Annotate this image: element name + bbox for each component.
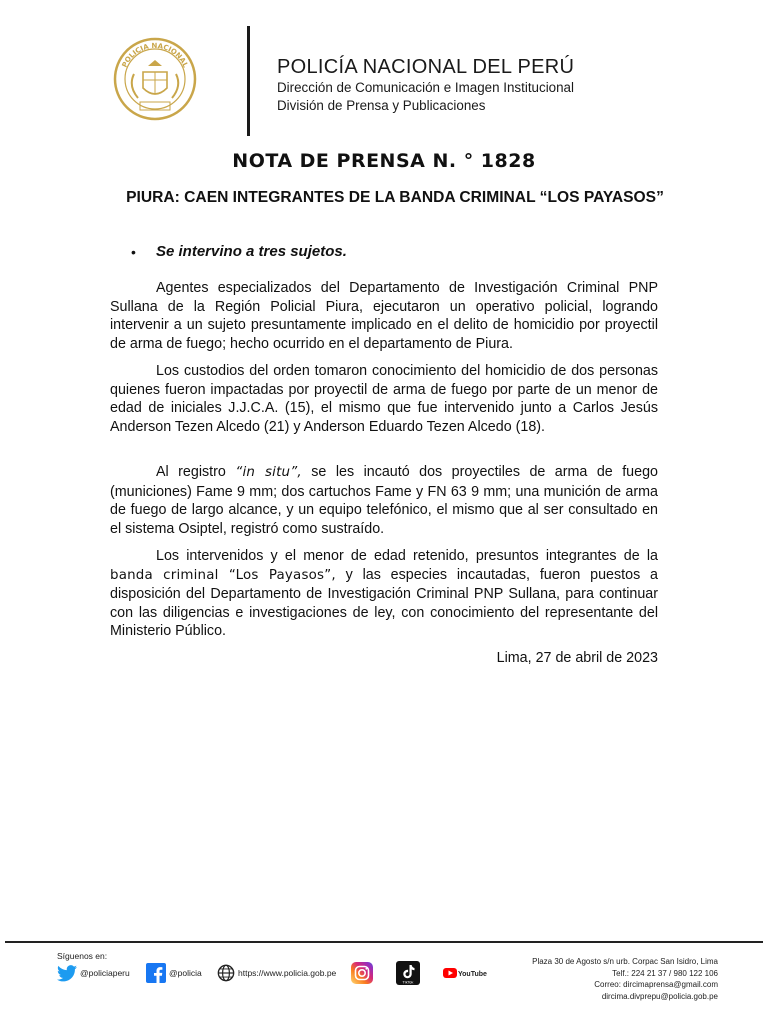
organization-name: POLICÍA NACIONAL DEL PERÚ <box>277 56 575 78</box>
facebook-icon <box>146 963 166 983</box>
direction-name: Dirección de Comunicación e Imagen Institucional <box>277 80 574 95</box>
bullet-icon: • <box>131 244 136 260</box>
paragraph-1: Agentes especializados del Departamento de Investigación Criminal PNP Sullana de la Región Policial Piura, ejecutaron un operativo policial, logrando intervenir a un sujeto presuntamente implicado en el delito de homicidio por proyectil de arma de fuego; hecho ocurrido en el departamento de Piura. <box>110 280 658 352</box>
email[interactable]: Correo: dircimaprensa@gmail.com <box>594 980 718 990</box>
paragraph-4: Los intervenidos y el menor de edad retenido, presuntos integrantes de la banda criminal “Los Payasos”, y las especies incautadas, fueron puestos a disposición del Departamento de Investigación Criminal PNP Sullana, para continuar con las diligencias e investigaciones de ley, con conocimiento del representante del Ministerio Público. <box>110 548 658 639</box>
division-name: División de Prensa y Publicaciones <box>277 98 486 113</box>
paragraph-2: Los custodios del orden tomaron conocimiento del homicidio de dos personas quienes fueron impactadas por proyectil de arma de fuego por parte de un menor de edad de iniciales J.J.C.A. (15), el mismo que fue intervenido junto a Carlos Jesús Anderson Tezen Alcedo (21) y Anderson Eduardo Tezen Alcedo (18). <box>110 363 658 435</box>
svg-text:TikTok: TikTok <box>402 980 414 985</box>
tiktok-link[interactable] <box>396 960 423 986</box>
twitter-bird-icon <box>57 965 77 982</box>
phone: Telf.: 224 21 37 / 980 122 106 <box>612 968 718 978</box>
header-divider <box>247 26 250 136</box>
globe-icon <box>217 964 235 982</box>
footer-divider <box>5 941 763 943</box>
instagram-icon <box>351 962 373 984</box>
address: Plaza 30 de Agosto s/n urb. Corpac San Isidro, Lima <box>532 957 718 966</box>
follow-label: Síguenos en: <box>57 951 108 961</box>
contact-info <box>458 956 718 1002</box>
press-release-number: NOTA DE PRENSA N. ° 1828 <box>232 150 536 172</box>
in-situ-phrase: “in situ”, <box>235 465 302 480</box>
paragraph-3: Al registro “in situ”, se les incautó dos proyectiles de arma de fuego (municiones) Fame 9 mm; dos cartuchos Fame y FN 63 9 mm; una munición de arma de fuego de largo alcance, y un equipo telefónico, el mismo que al ser consultado en el sistema Osiptel, registró como sustraído. <box>110 464 658 537</box>
email-secondary[interactable]: dircima.divprepu@policia.gob.pe <box>601 991 718 1001</box>
document-date: Lima, 27 de abril de 2023 <box>496 650 658 666</box>
bullet-point: Se intervino a tres sujetos. <box>156 243 347 260</box>
facebook-link[interactable]: @policia <box>146 960 202 986</box>
instagram-link[interactable] <box>351 960 376 986</box>
band-name-phrase: banda criminal “Los Payasos”, <box>110 567 336 583</box>
svg-text:POLICIA NACIONAL: POLICIA NACIONAL <box>120 41 190 69</box>
svg-text:YouTube: YouTube <box>458 971 487 978</box>
headline: PIURA: CAEN INTEGRANTES DE LA BANDA CRIMINAL “LOS PAYASOS” <box>126 189 664 206</box>
pnp-seal-logo <box>112 34 198 124</box>
twitter-link[interactable]: @policiaperu <box>57 960 130 986</box>
tiktok-icon <box>396 961 420 985</box>
website-link[interactable]: https://www.policia.gob.pe <box>217 960 336 986</box>
